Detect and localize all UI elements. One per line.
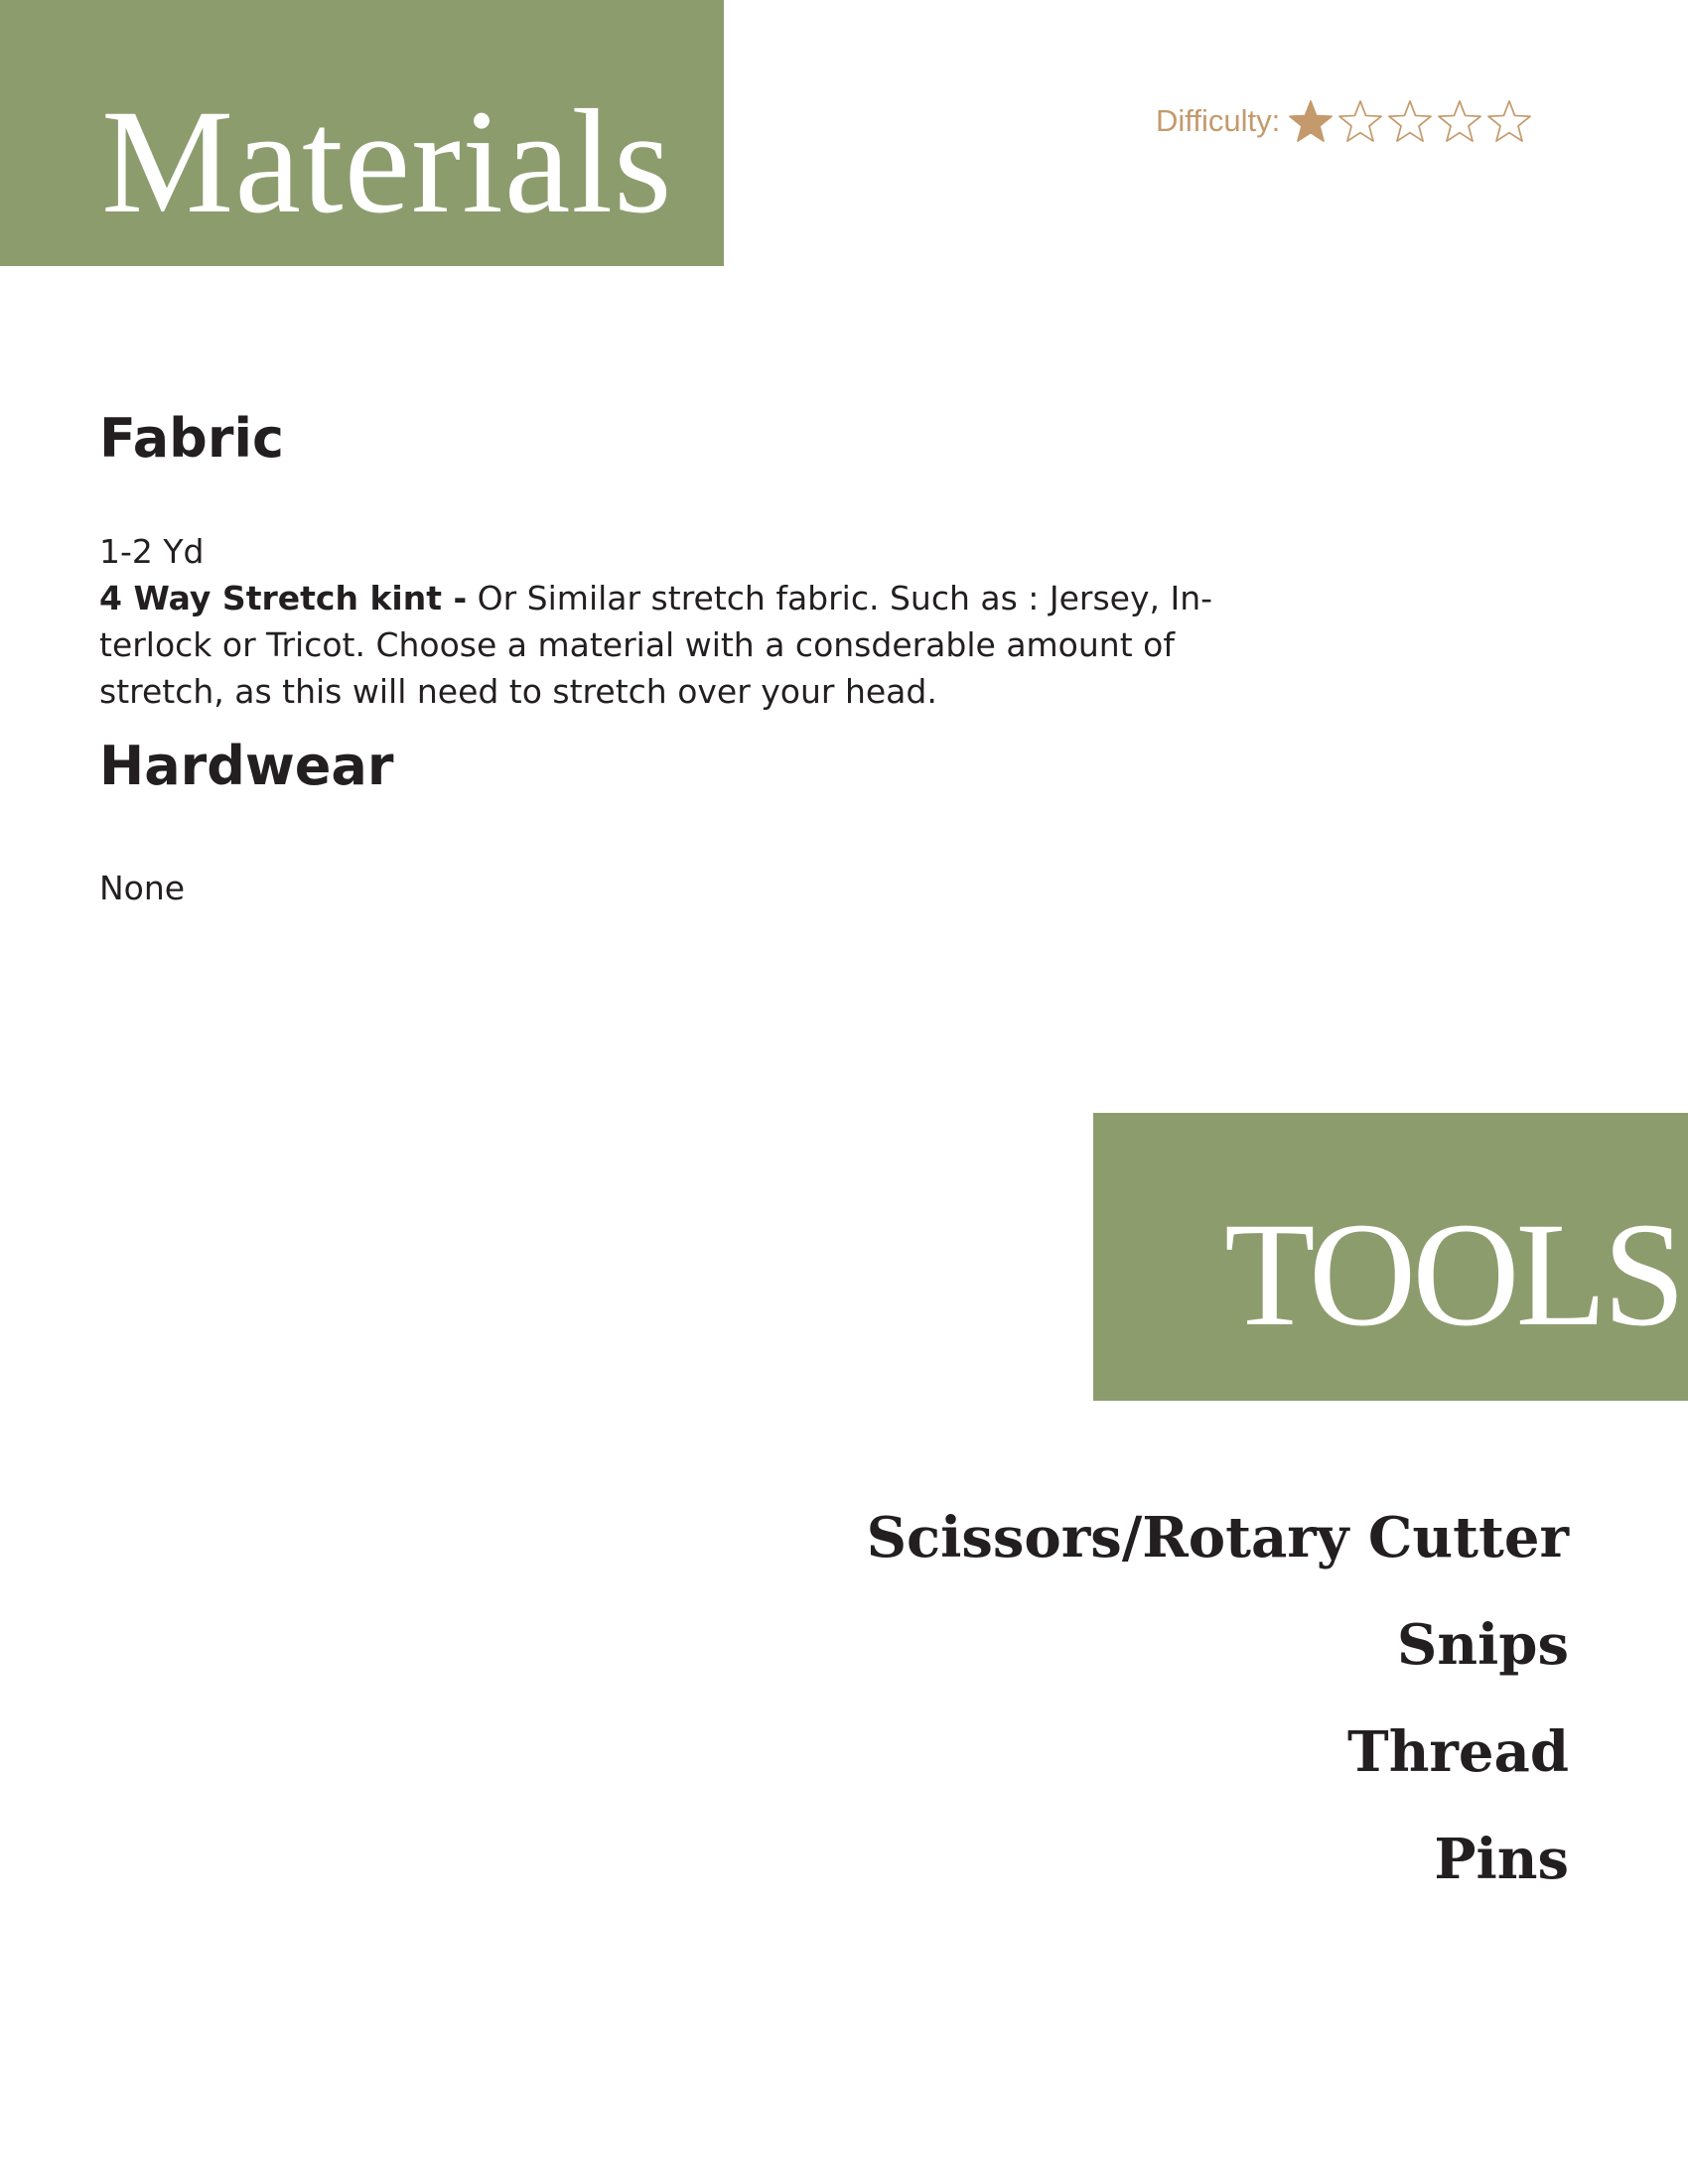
- star-filled-icon: [1288, 99, 1334, 143]
- fabric-heading: Fabric: [99, 407, 284, 470]
- tool-item: Scissors/Rotary Cutter: [866, 1505, 1569, 1570]
- tool-item: Pins: [1434, 1827, 1569, 1892]
- star-outline-icon: [1486, 99, 1532, 143]
- difficulty-stars: [1288, 99, 1536, 143]
- materials-title: Materials: [101, 79, 673, 244]
- fabric-line-3: stretch, as this will need to stretch over your head.: [99, 672, 937, 711]
- tool-item: Snips: [1396, 1612, 1569, 1678]
- hardwear-heading: Hardwear: [99, 735, 394, 797]
- fabric-quantity: 1-2 Yd: [99, 532, 205, 571]
- tool-item: Thread: [1347, 1719, 1569, 1785]
- fabric-line-1: [99, 575, 1271, 621]
- star-outline-icon: [1387, 99, 1433, 143]
- materials-banner: [0, 0, 724, 266]
- fabric-type-label: 4 Way Stretch kint -: [99, 579, 468, 617]
- fabric-description: [99, 528, 1271, 715]
- fabric-line-2: terlock or Tricot. Choose a material with a consderable amount of: [99, 625, 1175, 664]
- hardwear-body: None: [99, 869, 186, 907]
- tools-list: [867, 1484, 1569, 1913]
- tools-title: TOOLS: [1224, 1192, 1682, 1357]
- tools-banner: [1093, 1113, 1688, 1401]
- star-outline-icon: [1337, 99, 1383, 143]
- star-outline-icon: [1437, 99, 1482, 143]
- difficulty-rating: [1156, 99, 1536, 143]
- fabric-line-1-text: Or Similar stretch fabric. Such as : Jersey, In-: [467, 579, 1213, 617]
- difficulty-label: Difficulty:: [1156, 103, 1281, 138]
